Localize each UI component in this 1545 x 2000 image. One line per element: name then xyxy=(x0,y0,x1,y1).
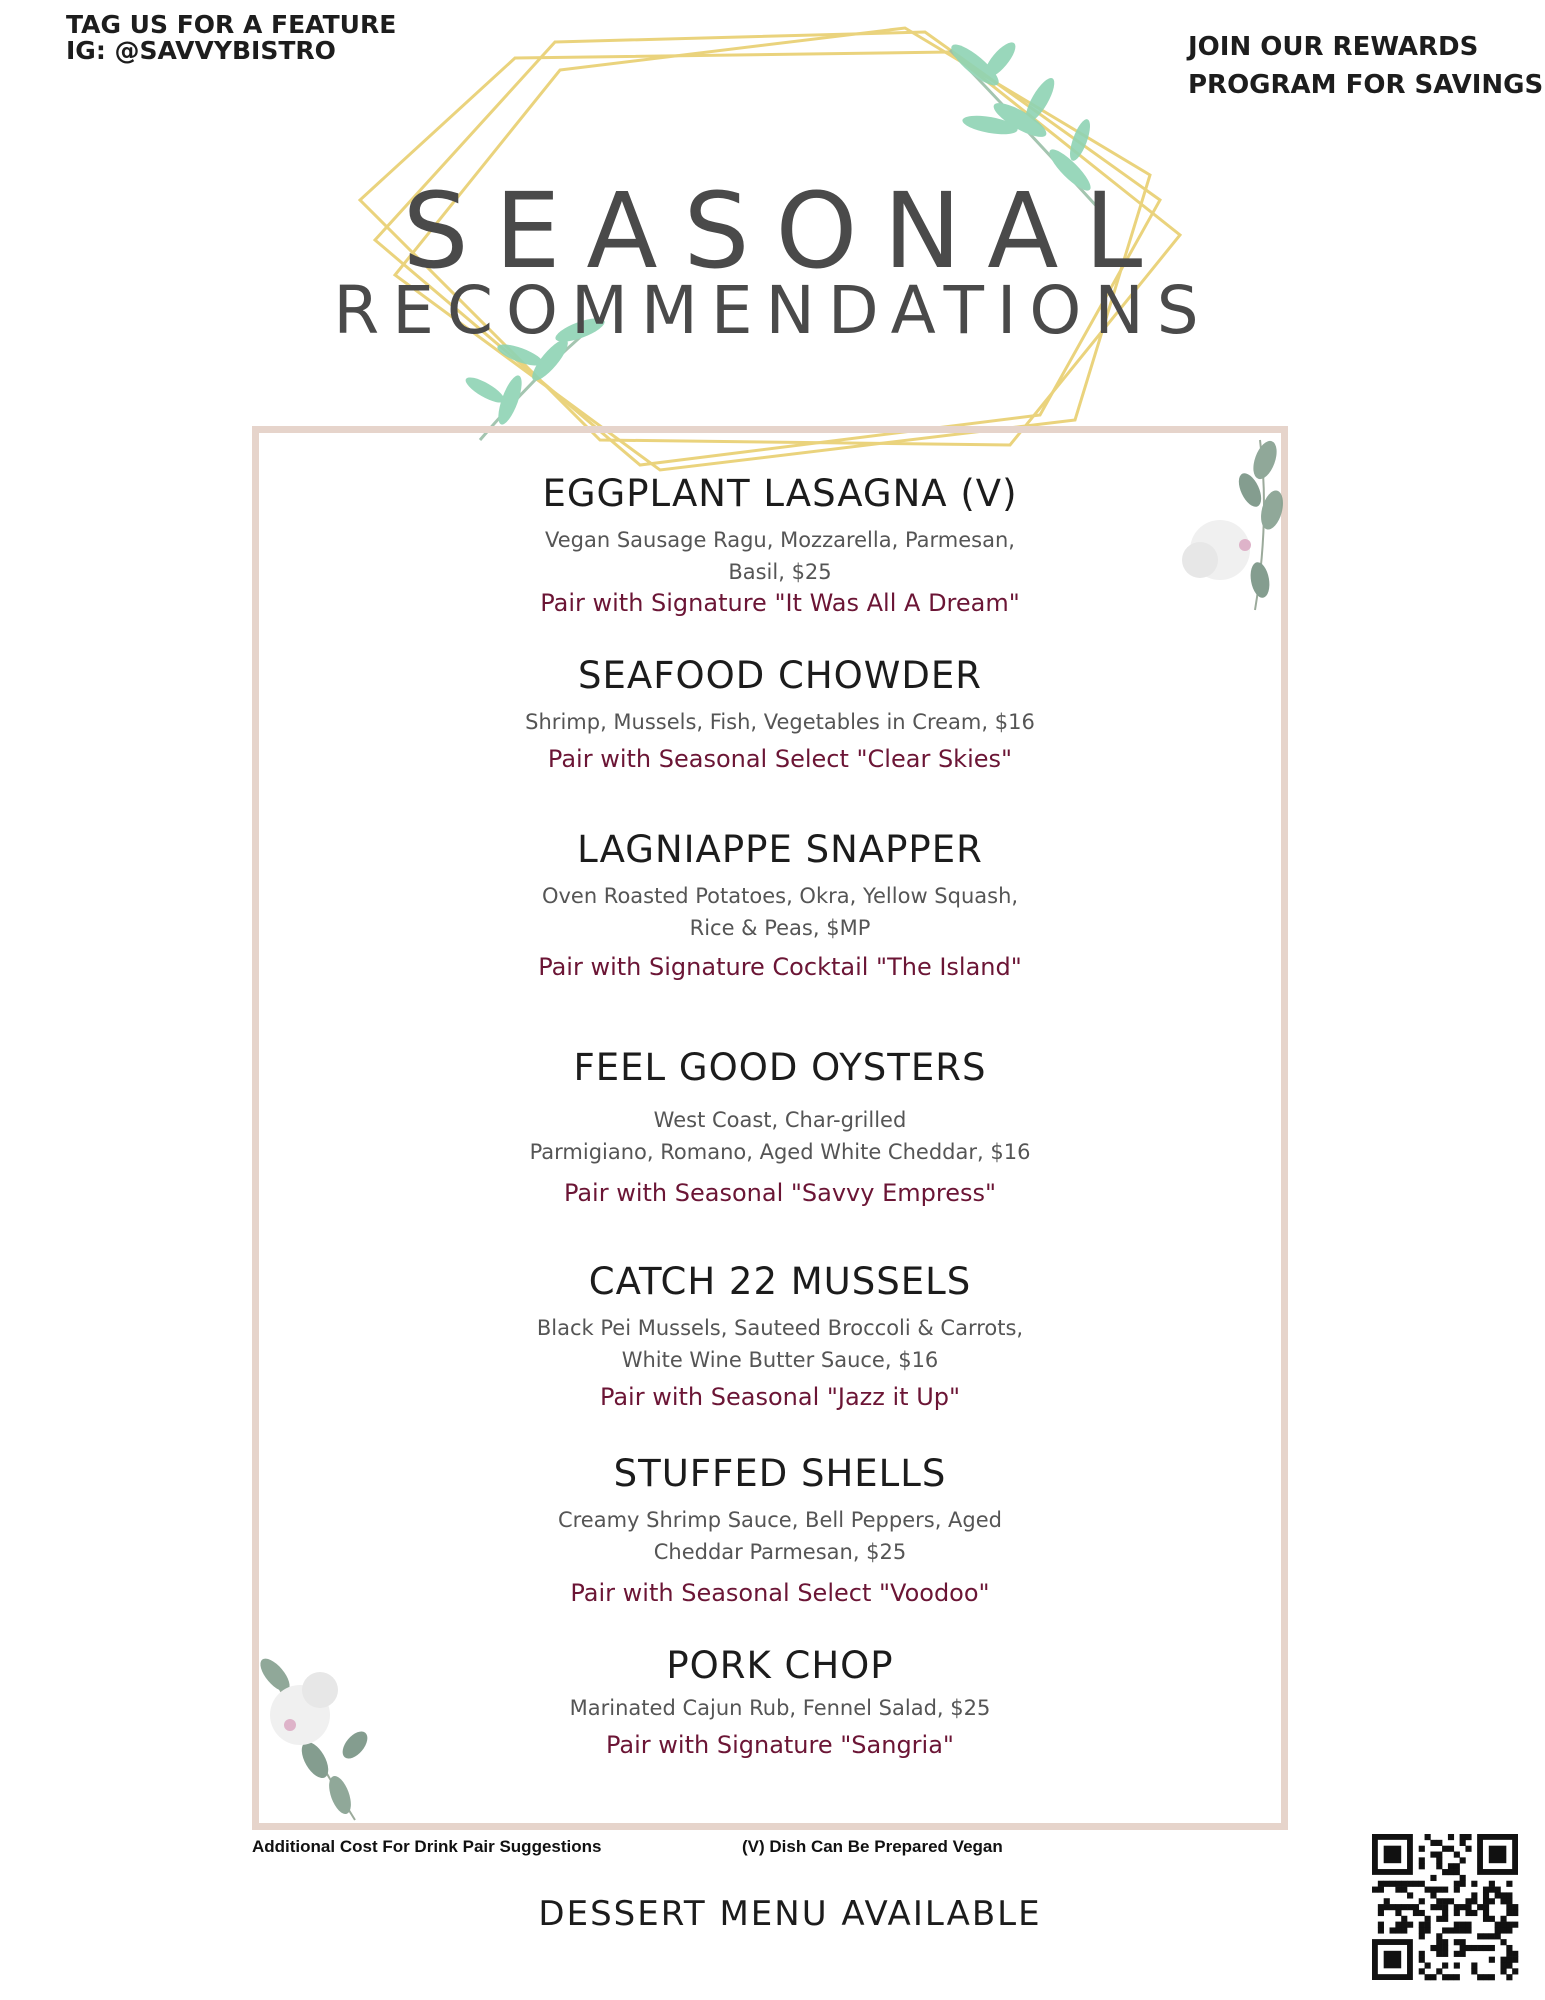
menu-item xyxy=(380,1260,1180,1412)
dish-name: STUFFED SHELLS xyxy=(613,1452,947,1495)
drink-pairing: Pair with Seasonal "Jazz it Up" xyxy=(599,1383,961,1411)
rewards-line1: JOIN OUR REWARDS xyxy=(1188,32,1479,62)
dish-description xyxy=(380,706,1180,738)
dish-description-line2: Rice & Peas, $MP xyxy=(689,916,871,940)
dish-description-line1: Creamy Shrimp Sauce, Bell Peppers, Aged xyxy=(557,1508,1003,1532)
dish-description xyxy=(380,1104,1180,1168)
dish-name: EGGPLANT LASAGNA (V) xyxy=(542,472,1018,515)
dish-description-line1: West Coast, Char-grilled xyxy=(653,1108,907,1132)
drink-pairing: Pair with Signature "It Was All A Dream" xyxy=(540,589,1020,617)
drink-pairing: Pair with Seasonal "Savvy Empress" xyxy=(563,1179,997,1207)
drink-pairing: Pair with Seasonal Select "Clear Skies" xyxy=(547,745,1013,773)
qr-code-icon[interactable] xyxy=(1372,1834,1518,1980)
dish-name: SEAFOOD CHOWDER xyxy=(578,654,982,697)
dish-name: LAGNIAPPE SNAPPER xyxy=(577,828,983,871)
dish-name: FEEL GOOD OYSTERS xyxy=(573,1046,987,1089)
dessert-menu-text: DESSERT MENU AVAILABLE xyxy=(538,1894,1042,1934)
dish-description-line2: Cheddar Parmesan, $25 xyxy=(653,1540,907,1564)
dish-description-line2: Basil, $25 xyxy=(728,560,832,584)
dish-description xyxy=(380,880,1180,944)
flower-icon xyxy=(245,1630,385,1830)
dish-description-line2: Parmigiano, Romano, Aged White Cheddar, $16 xyxy=(529,1140,1031,1164)
menu-item xyxy=(380,1046,1180,1208)
drink-pairing: Pair with Signature Cocktail "The Island" xyxy=(538,953,1022,981)
dish-description-line1: Oven Roasted Potatoes, Okra, Yellow Squash, xyxy=(541,884,1019,908)
tag-us-line1: TAG US FOR A FEATURE xyxy=(66,10,397,39)
menu-item xyxy=(380,654,1180,774)
dish-description xyxy=(380,1692,1180,1724)
vegan-note: (V) Dish Can Be Prepared Vegan xyxy=(742,1837,1003,1856)
menu-item xyxy=(380,1644,1180,1760)
dish-name: CATCH 22 MUSSELS xyxy=(588,1260,972,1303)
flower-icon xyxy=(1160,430,1310,620)
title-seasonal: SEASONAL xyxy=(402,170,1169,292)
dish-description xyxy=(380,524,1180,588)
menu-item xyxy=(380,828,1180,982)
dish-description-line1: Black Pei Mussels, Sauteed Broccoli & Carrots, xyxy=(536,1316,1024,1340)
instagram-handle: IG: @SAVVYBISTRO xyxy=(66,36,336,65)
dish-description-line2: White Wine Butter Sauce, $16 xyxy=(621,1348,939,1372)
drink-pairing: Pair with Seasonal Select "Voodoo" xyxy=(570,1579,990,1607)
drink-pairing: Pair with Signature "Sangria" xyxy=(606,1731,954,1759)
dish-description-line1: Shrimp, Mussels, Fish, Vegetables in Cream, $16 xyxy=(525,710,1035,734)
dish-description xyxy=(380,1312,1180,1376)
dish-description-line1: Marinated Cajun Rub, Fennel Salad, $25 xyxy=(569,1696,991,1720)
dish-name: PORK CHOP xyxy=(666,1644,894,1687)
drink-cost-note: Additional Cost For Drink Pair Suggestions xyxy=(252,1837,602,1856)
menu-item xyxy=(380,472,1180,618)
dish-description-line1: Vegan Sausage Ragu, Mozzarella, Parmesan, xyxy=(545,528,1015,552)
menu-item xyxy=(380,1452,1180,1608)
dish-description xyxy=(380,1504,1180,1568)
rewards-line2: PROGRAM FOR SAVINGS xyxy=(1188,70,1544,100)
title-recommendations: RECOMMENDATIONS xyxy=(333,272,1212,349)
